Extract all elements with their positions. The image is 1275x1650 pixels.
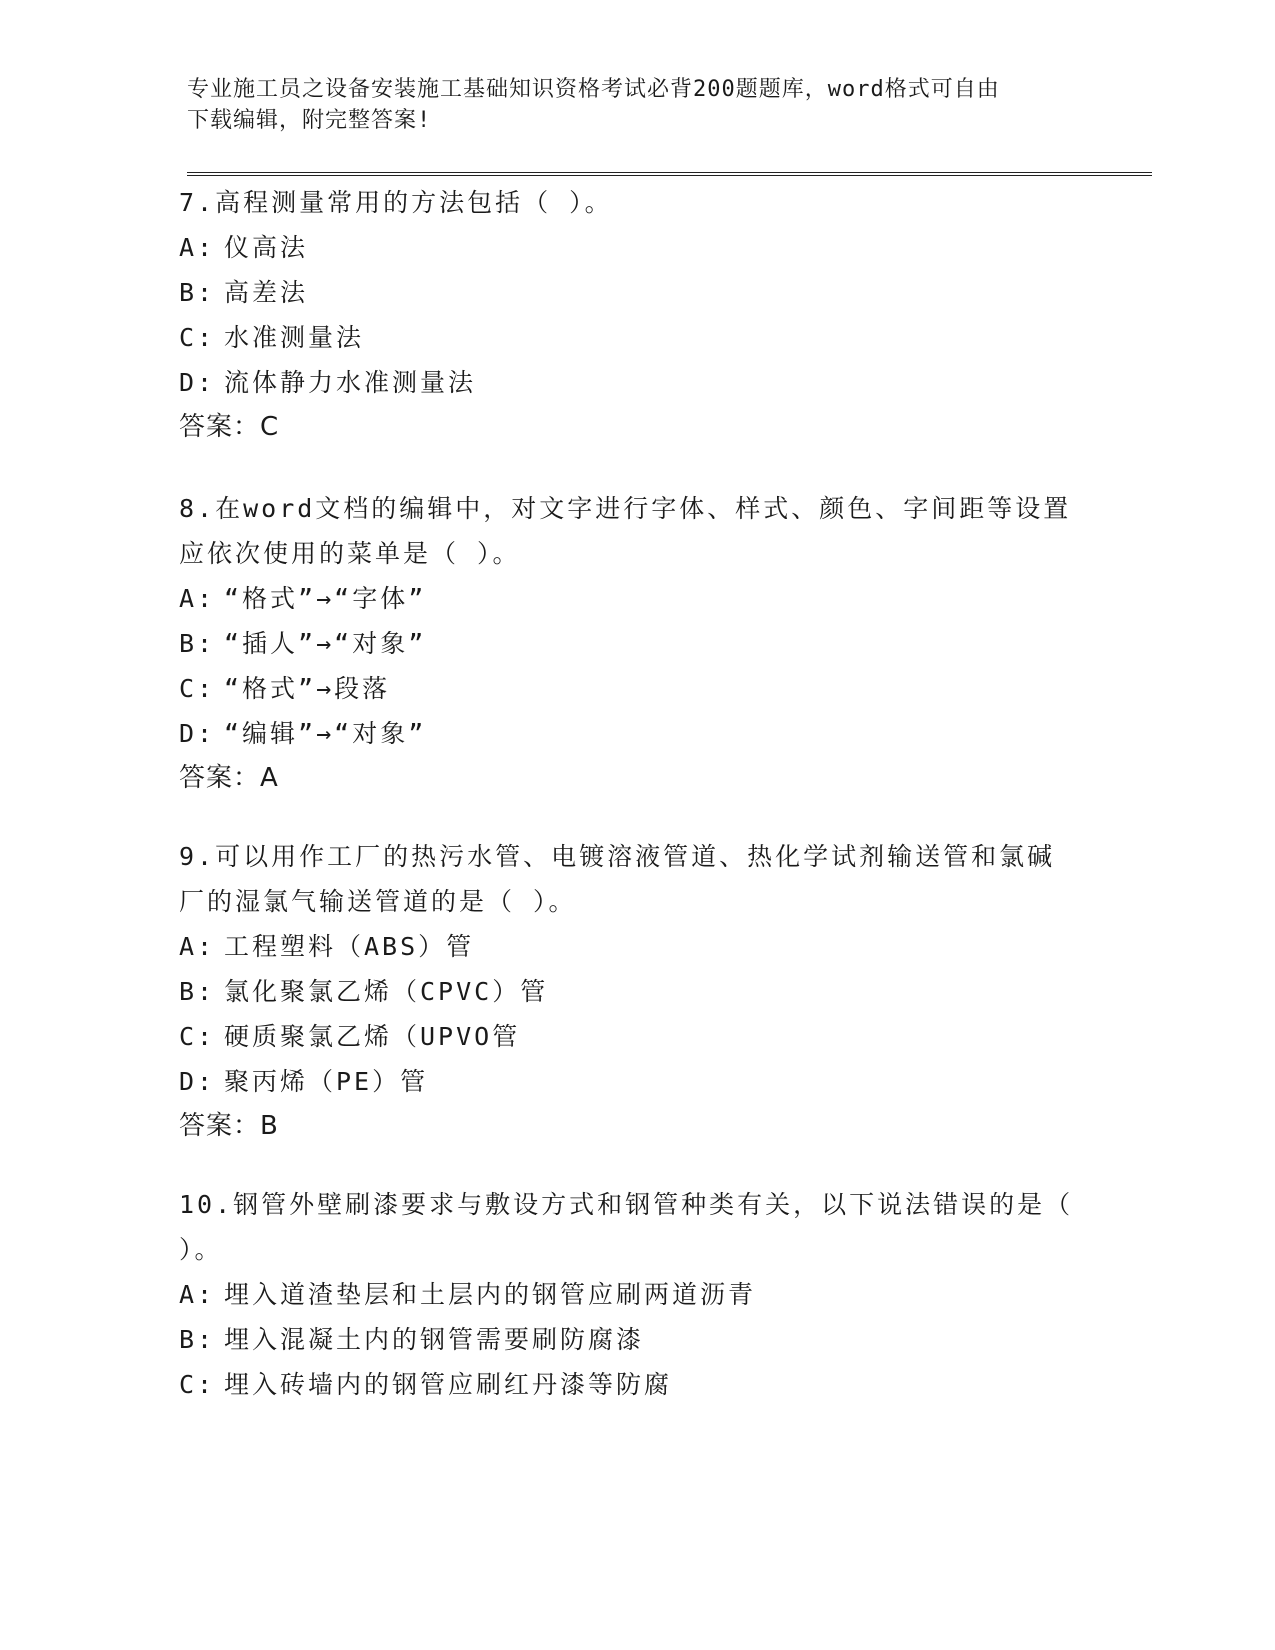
question-8 — [179, 486, 1079, 801]
option-b: B: 高差法 — [179, 278, 309, 307]
option-a: A: 仪高法 — [179, 233, 309, 262]
option-c: C: “格式”→段落 — [179, 674, 391, 703]
question-10 — [179, 1182, 1079, 1407]
option-a: A: 工程塑料（ABS）管 — [179, 932, 475, 961]
option-a: A: “格式”→“字体” — [179, 584, 427, 613]
option-b: B: 氯化聚氯乙烯（CPVC）管 — [179, 977, 549, 1006]
option-c: C: 埋入砖墙内的钢管应刷红丹漆等防腐 — [179, 1370, 673, 1399]
answer-label: 答案：C — [179, 412, 280, 442]
option-d: D: 流体静力水准测量法 — [179, 368, 477, 397]
question-stem: 7.高程测量常用的方法包括（ ）。 — [179, 188, 613, 217]
question-stem: 9.可以用作工厂的热污水管、电镀溶液管道、热化学试剂输送管和氯碱厂的湿氯气输送管道的是（ ）。 — [179, 842, 1056, 916]
question-7 — [179, 180, 1079, 450]
option-a: A: 埋入道渣垫层和土层内的钢管应刷两道沥青 — [179, 1280, 757, 1309]
option-c: C: 硬质聚氯乙烯（UPVO管 — [179, 1022, 521, 1051]
option-d: D: “编辑”→“对象” — [179, 719, 427, 748]
option-b: B: 埋入混凝土内的钢管需要刷防腐漆 — [179, 1325, 645, 1354]
header-title-line-2: 下载编辑，附完整答案! — [187, 108, 432, 133]
option-b: B: “插人”→“对象” — [179, 629, 427, 658]
question-9 — [179, 834, 1079, 1149]
option-c: C: 水准测量法 — [179, 323, 365, 352]
question-stem: 10.钢管外壁刷漆要求与敷设方式和钢管种类有关，以下说法错误的是（ ）。 — [179, 1190, 1074, 1264]
header-divider — [187, 172, 1152, 176]
option-d: D: 聚丙烯（PE）管 — [179, 1067, 429, 1096]
answer-label: 答案：B — [179, 1111, 279, 1141]
header-title-line-1: 专业施工员之设备安装施工基础知识资格考试必背200题题库，word格式可自由 — [187, 77, 1000, 102]
question-stem: 8.在word文档的编辑中，对文字进行字体、样式、颜色、字间距等设置应依次使用的菜单是（ ）。 — [179, 494, 1072, 568]
answer-label: 答案：A — [179, 763, 279, 793]
document-page — [187, 74, 1152, 176]
